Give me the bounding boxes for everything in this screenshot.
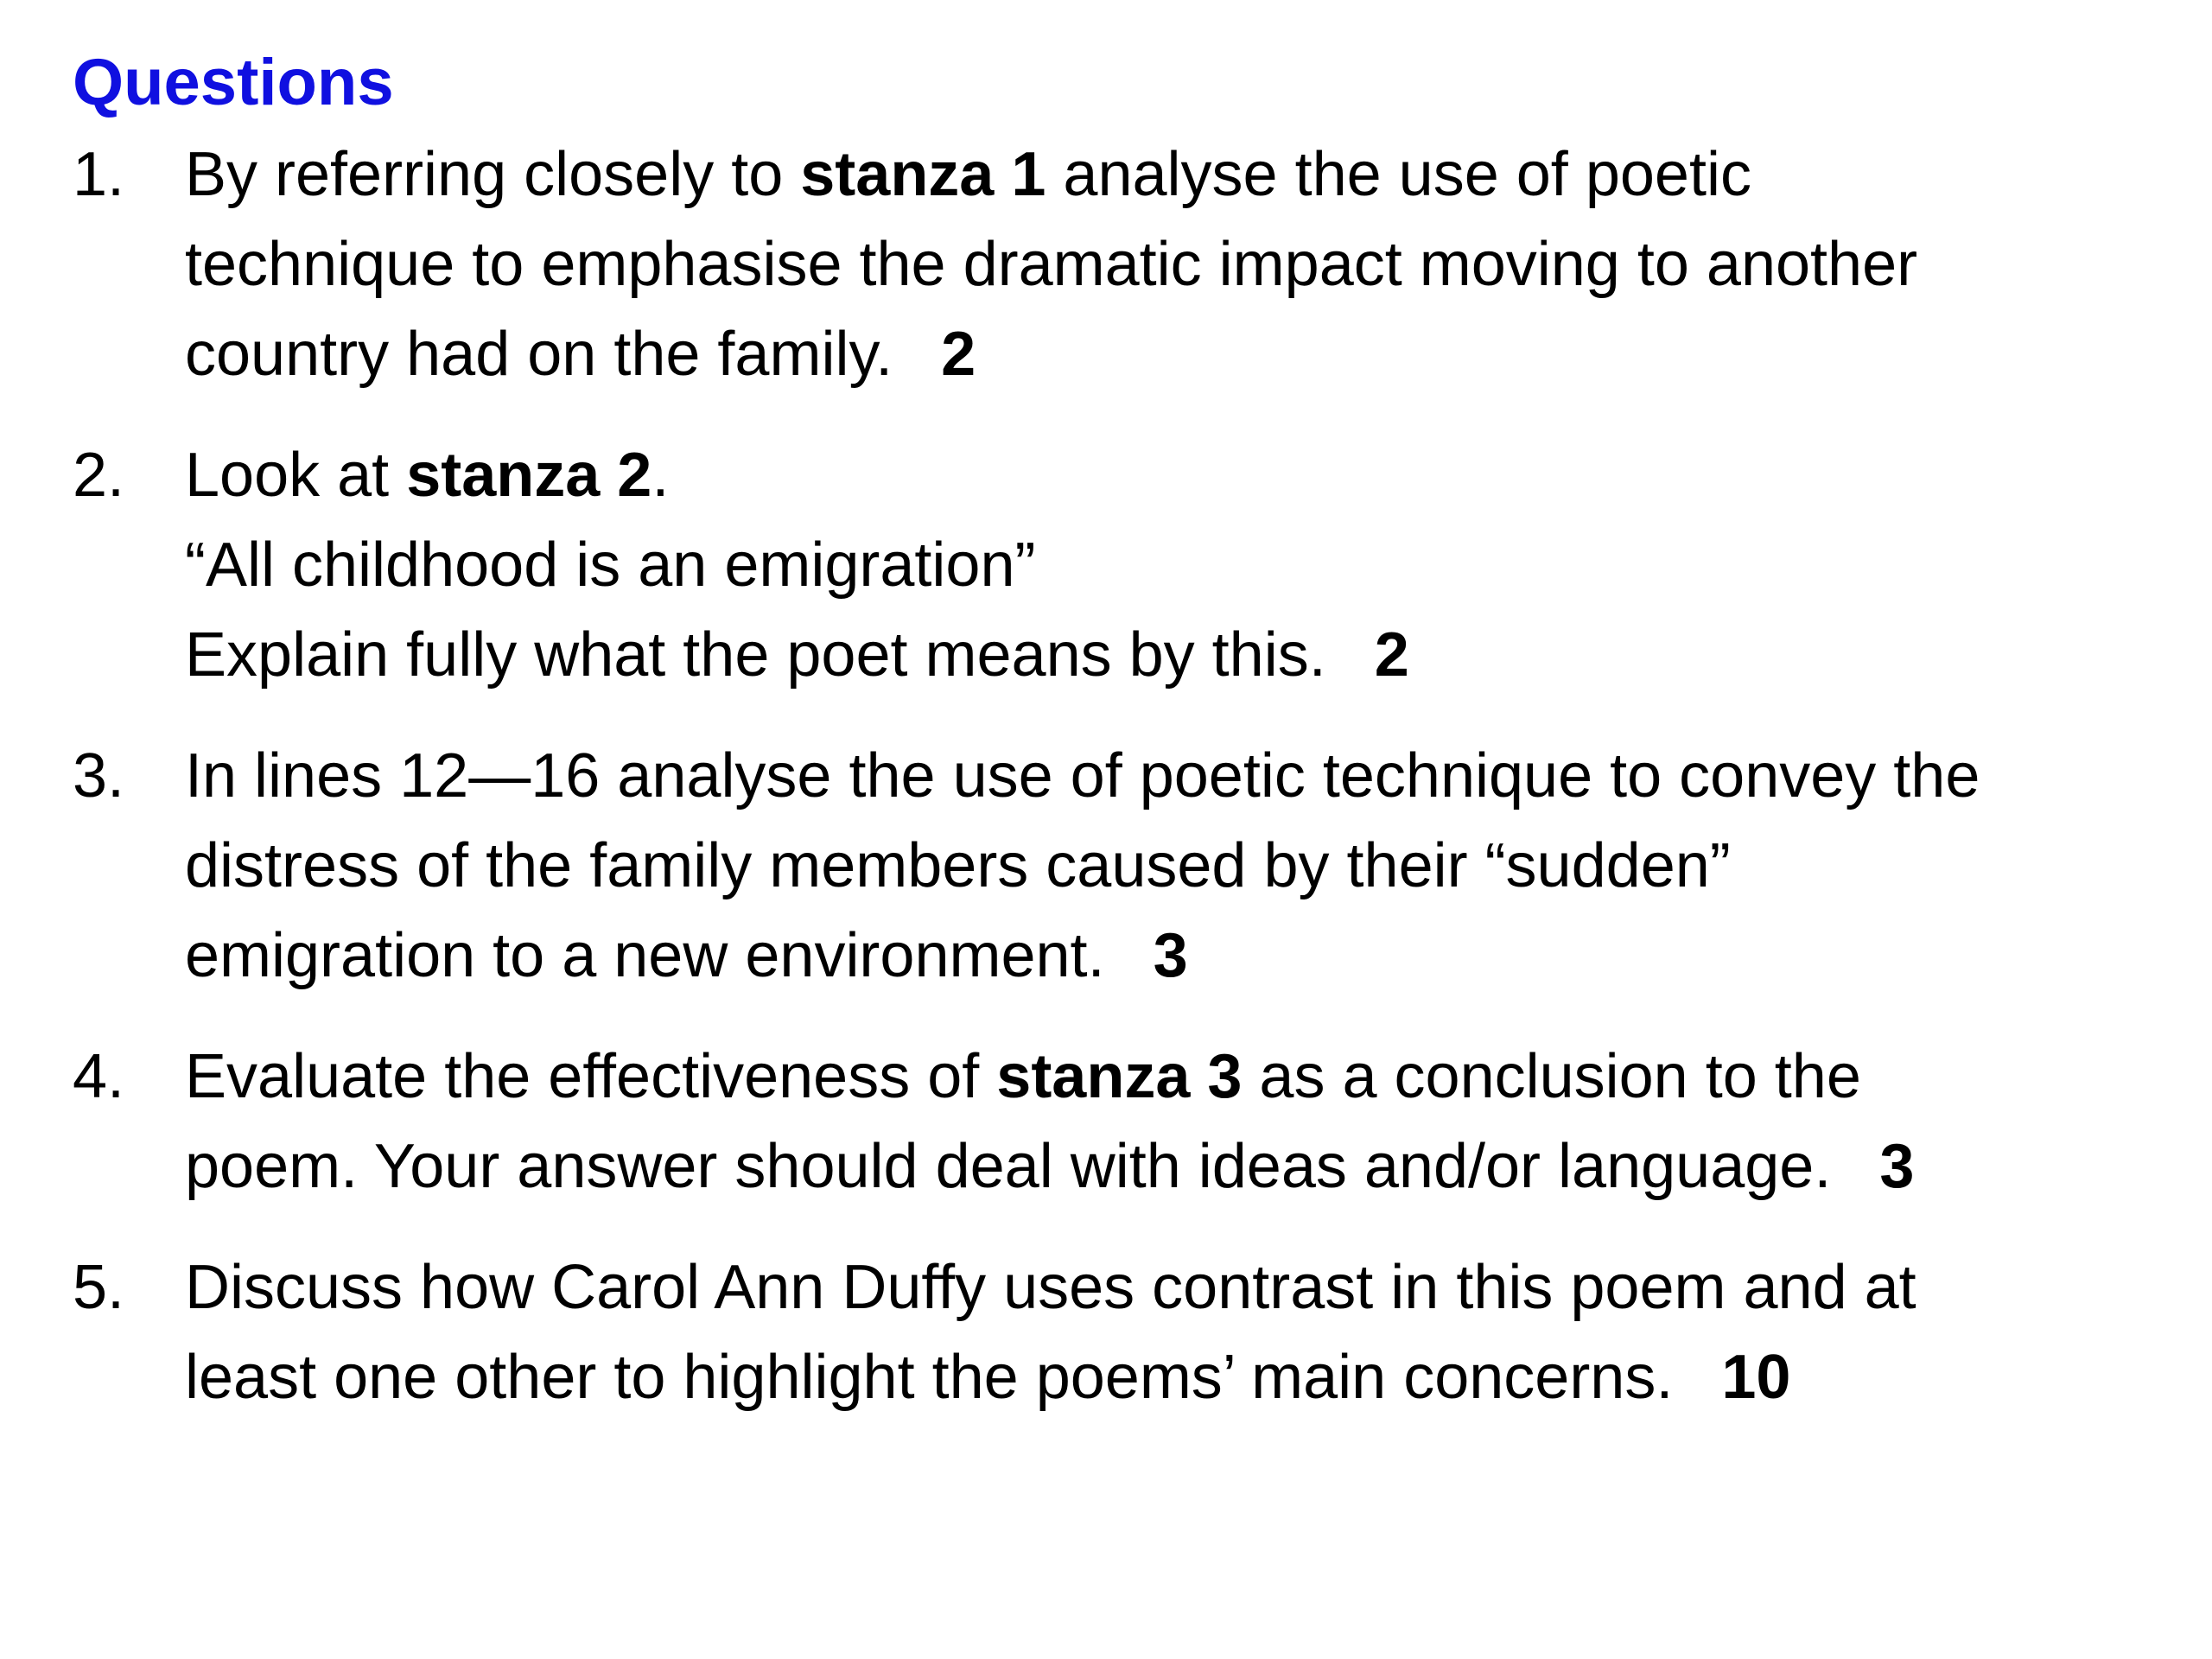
question-text: Explain fully what the poet means by this. [185, 620, 1326, 690]
question-line: technique to emphasise the dramatic impact moving to another [185, 230, 1918, 299]
question-line [185, 1122, 2181, 1211]
question-text: as a conclusion to the [1242, 1042, 1861, 1111]
question-text: least one other to highlight the poems’ main concerns. [185, 1343, 1674, 1412]
question-2 [73, 430, 2181, 700]
question-line [185, 1332, 2181, 1422]
question-list [73, 130, 2181, 1453]
question-number: 5. [73, 1253, 125, 1322]
marks-value: 2 [1374, 620, 1409, 690]
marks-value: 3 [1153, 921, 1188, 990]
question-text: poem. Your answer should deal with ideas and/or language. [185, 1132, 1832, 1201]
question-line: Discuss how Carol Ann Duffy uses contrast in this poem and at [185, 1253, 1916, 1322]
question-line [185, 430, 2181, 520]
question-number: 2. [73, 441, 125, 510]
question-text: Evaluate the effectiveness of [185, 1042, 997, 1111]
question-line [185, 610, 2181, 700]
question-text: country had on the family. [185, 320, 893, 389]
question-line [185, 911, 2181, 1001]
question-text: Look at [185, 441, 407, 510]
question-3 [73, 731, 2181, 1001]
question-number: 3. [73, 741, 125, 810]
question-text: By referring closely to [185, 140, 801, 209]
question-line [185, 1032, 2181, 1122]
question-4 [73, 1032, 2181, 1211]
question-text: . [652, 441, 670, 510]
question-5 [73, 1243, 2181, 1422]
marks-value: 3 [1879, 1132, 1915, 1201]
question-number: 1. [73, 140, 125, 209]
marks-value: 10 [1721, 1343, 1791, 1412]
questions-heading: Questions [73, 46, 394, 119]
question-number: 4. [73, 1042, 125, 1111]
question-line [185, 309, 2181, 399]
question-line: In lines 12—16 analyse the use of poetic technique to convey the [185, 741, 1980, 810]
question-1 [73, 130, 2181, 399]
stanza-reference: stanza 1 [800, 140, 1046, 209]
question-text: analyse the use of poetic [1046, 140, 1751, 209]
stanza-reference: stanza 3 [996, 1042, 1243, 1111]
quotation-line: “All childhood is an emigration” [185, 531, 1036, 600]
question-line: distress of the family members caused by their “sudden” [185, 831, 1731, 900]
stanza-reference: stanza 2 [406, 441, 652, 510]
question-line [185, 130, 2181, 219]
question-text: emigration to a new environment. [185, 921, 1105, 990]
marks-value: 2 [941, 320, 976, 389]
